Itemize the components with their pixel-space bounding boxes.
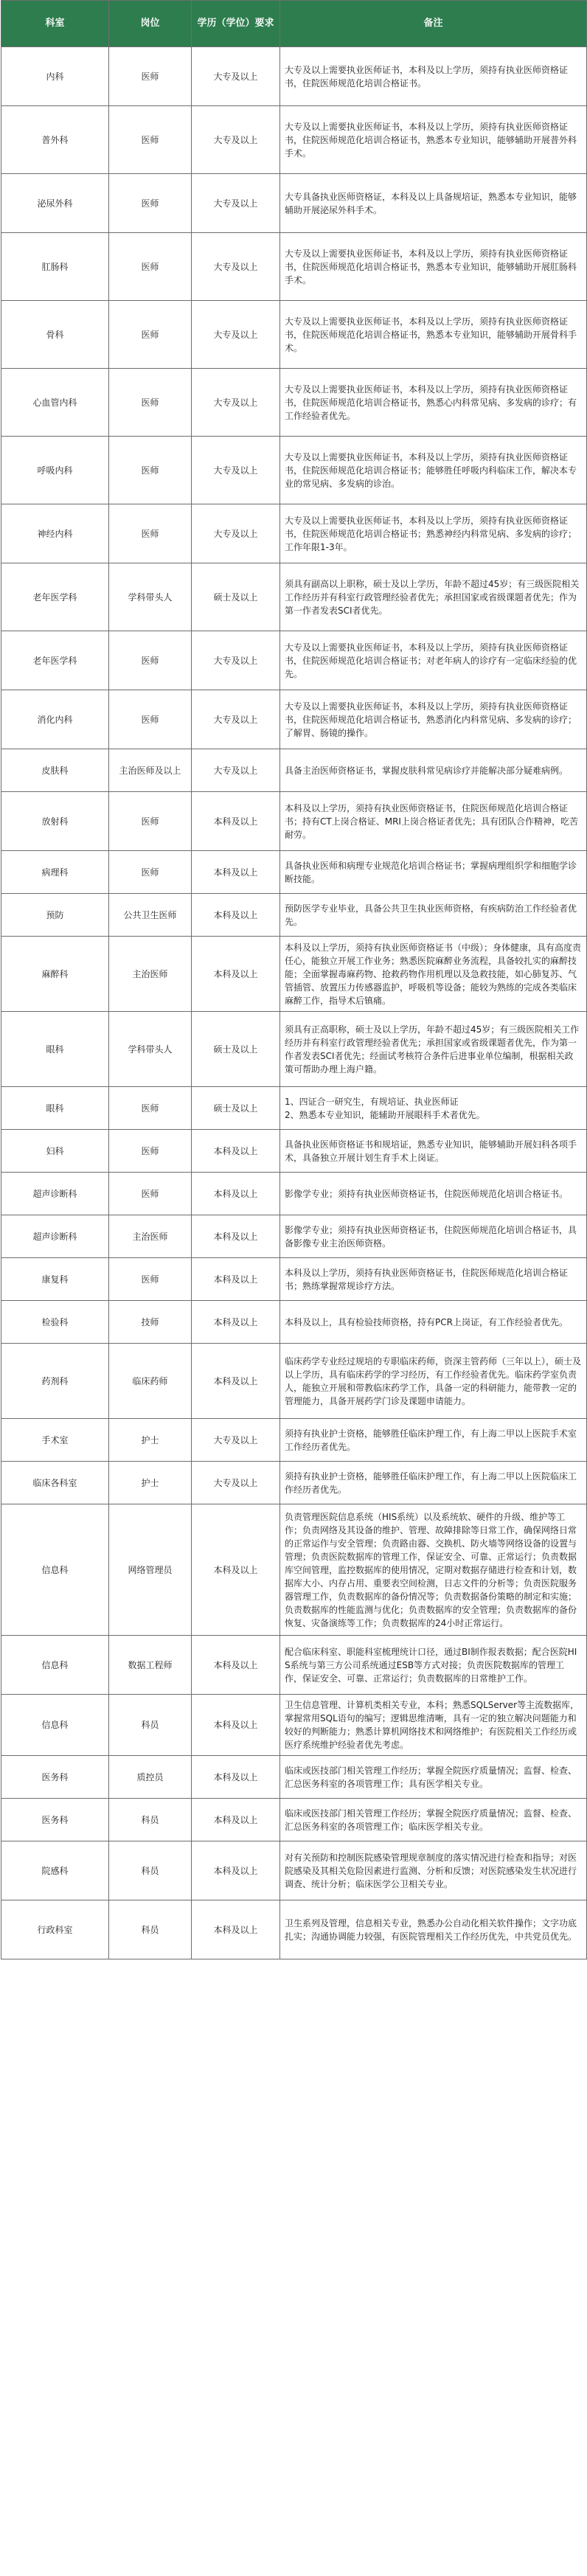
remark-cell: 须具有副高以上职称，硕士及以上学历，年龄不超过45岁；有三级医院相关工作经历并有科室行政管理经验者优先；承担国家或省级课题者优先；作为第一作者发表SCI者优先。 xyxy=(280,563,587,631)
education-cell: 本科及以上 xyxy=(192,1344,280,1419)
dept-cell: 老年医学科 xyxy=(1,563,109,631)
education-cell: 本科及以上 xyxy=(192,937,280,1012)
dept-cell: 骨科 xyxy=(1,301,109,369)
table-row xyxy=(1,690,587,749)
post-cell: 医师 xyxy=(109,47,192,106)
post-cell: 医师 xyxy=(109,690,192,749)
table-row xyxy=(1,1419,587,1462)
table-row xyxy=(1,1695,587,1756)
table-row xyxy=(1,369,587,437)
dept-cell: 信息科 xyxy=(1,1504,109,1636)
post-cell: 医师 xyxy=(109,1258,192,1301)
remark-cell: 须具有正高职称，硕士及以上学历，年龄不超过45岁；有三级医院相关工作经历并有科室行政管理经验者优先；承担国家或省级课题者优先，作为第一作者发表SCI者优先；经面试考核符合条件后进事业单位编制，根据相关政策可帮助办理上海户籍。 xyxy=(280,1012,587,1087)
header-row xyxy=(1,1,587,47)
remark-cell: 须持有执业护士资格，能够胜任临床护理工作，有上海二甲以上医院手术室工作经历者优先。 xyxy=(280,1419,587,1462)
dept-cell: 药剂科 xyxy=(1,1344,109,1419)
remark-cell: 大专及以上需要执业医师证书，本科及以上学历，须持有执业医师资格证书，住院医师规范化培训合格证书，熟悉心内科常见病、多发病的诊疗；有工作经验者优先。 xyxy=(280,369,587,437)
remark-cell: 具备主治医师资格证书，掌握皮肤科常见病诊疗并能解决部分疑难病例。 xyxy=(280,749,587,792)
education-cell: 本科及以上 xyxy=(192,1636,280,1695)
dept-cell: 呼吸内科 xyxy=(1,437,109,504)
table-row xyxy=(1,437,587,504)
dept-cell: 临床各科室 xyxy=(1,1462,109,1504)
table-row xyxy=(1,631,587,690)
table-row xyxy=(1,1173,587,1215)
dept-cell: 病理科 xyxy=(1,851,109,894)
education-cell: 本科及以上 xyxy=(192,851,280,894)
education-cell: 大专及以上 xyxy=(192,1419,280,1462)
table-row xyxy=(1,1012,587,1087)
dept-cell: 放射科 xyxy=(1,792,109,851)
table-row xyxy=(1,1756,587,1799)
table-row xyxy=(1,1301,587,1344)
remark-cell: 大专及以上需要执业医师证书，本科及以上学历，须持有执业医师资格证书，住院医师规范化培训合格证书，熟悉本专业知识，能够辅助开展肛肠科手术。 xyxy=(280,233,587,301)
remark-cell: 大专具备执业医师资格证，本科及以上具备规培证，熟悉本专业知识，能够辅助开展泌尿外科手术。 xyxy=(280,174,587,233)
dept-cell: 皮肤科 xyxy=(1,749,109,792)
post-cell: 医师 xyxy=(109,174,192,233)
education-cell: 本科及以上 xyxy=(192,1695,280,1756)
remark-cell: 大专及以上需要执业医师证书，本科及以上学历，须持有执业医师资格证书，住院医师规范化培训合格证书；熟悉神经内科常见病、多发病的诊疗；工作年限1-3年。 xyxy=(280,504,587,563)
table-row xyxy=(1,1799,587,1841)
recruitment-table xyxy=(1,0,587,1959)
education-cell: 本科及以上 xyxy=(192,1130,280,1173)
table-row xyxy=(1,233,587,301)
education-cell: 大专及以上 xyxy=(192,233,280,301)
post-cell: 医师 xyxy=(109,437,192,504)
remark-cell: 大专及以上需要执业医师证书，本科及以上学历，须持有执业医师资格证书，住院医师规范化培训合格证书；能够胜任呼吸内科临床工作，解决本专业的常见病、多发病的诊治。 xyxy=(280,437,587,504)
post-cell: 科员 xyxy=(109,1841,192,1900)
education-cell: 大专及以上 xyxy=(192,690,280,749)
education-cell: 本科及以上 xyxy=(192,792,280,851)
post-cell: 医师 xyxy=(109,504,192,563)
post-cell: 科员 xyxy=(109,1900,192,1959)
remark-cell: 负责管理医院信息系统（HIS系统）以及系统软、硬件的升级、维护等工作；负责网络及其设备的维护、管理、故障排除等日常工作，确保网络日常的正常运作与安全管理；负责路由器、交换机、防火墙等网络设备的设置与管理；负责医院数据库的管理工作，保证安全、可靠、正常运行；负责数据库空间管理，监控数据库的使用情况，定期对数据存储进行检查和计划，数据库大小、内存占用、重要表空间检测，日志文件的分析等；负责医院服务器管理工作，负责数据库的备份情况等；负责数据备份策略的制定和实施；负责数据库的性能监测与优化；负责数据库的安全管理；负责数据库的备份恢复、灾备演练等工作；负责数据库的24小时正常运行。 xyxy=(280,1504,587,1636)
post-cell: 医师 xyxy=(109,792,192,851)
post-cell: 科员 xyxy=(109,1695,192,1756)
table-body xyxy=(1,47,587,1959)
dept-cell: 超声诊断科 xyxy=(1,1215,109,1258)
post-cell: 医师 xyxy=(109,1130,192,1173)
post-cell: 主治医师 xyxy=(109,1215,192,1258)
post-cell: 技师 xyxy=(109,1301,192,1344)
remark-cell: 预防医学专业毕业，具备公共卫生执业医师资格，有疾病防治工作经验者优先。 xyxy=(280,894,587,937)
dept-cell: 普外科 xyxy=(1,106,109,174)
remark-cell: 大专及以上需要执业医师证书，本科及以上学历，须持有执业医师资格证书，住院医师规范化培训合格证书，熟悉本专业知识，能够辅助开展普外科手术。 xyxy=(280,106,587,174)
remark-cell: 临床或医技部门相关管理工作经历；掌握全院医疗质量情况；监督、检查、汇总医务科室的各项管理工作；临床医学相关专业。 xyxy=(280,1799,587,1841)
dept-cell: 手术室 xyxy=(1,1419,109,1462)
table-row xyxy=(1,937,587,1012)
dept-cell: 信息科 xyxy=(1,1695,109,1756)
post-cell: 网络管理员 xyxy=(109,1504,192,1636)
header-education: 学历（学位）要求 xyxy=(192,1,280,47)
table-row xyxy=(1,749,587,792)
header-post: 岗位 xyxy=(109,1,192,47)
education-cell: 本科及以上 xyxy=(192,1215,280,1258)
remark-cell: 大专及以上需要执业医师证书，本科及以上学历，须持有执业医师资格证书，住院医师规范化培训合格证书，熟悉消化内科常见病、多发病的诊疗；了解胃、肠镜的操作。 xyxy=(280,690,587,749)
remark-cell: 本科及以上，具有检验技师资格，持有PCR上岗证，有工作经验者优先。 xyxy=(280,1301,587,1344)
dept-cell: 医务科 xyxy=(1,1799,109,1841)
table-row xyxy=(1,1462,587,1504)
dept-cell: 医务科 xyxy=(1,1756,109,1799)
dept-cell: 眼科 xyxy=(1,1087,109,1130)
remark-cell: 大专及以上需要执业医师证书，本科及以上学历，须持有执业医师资格证书，住院医师规范化培训合格证书；对老年病人的诊疗有一定临床经验的优先。 xyxy=(280,631,587,690)
education-cell: 大专及以上 xyxy=(192,504,280,563)
education-cell: 大专及以上 xyxy=(192,1462,280,1504)
remark-cell: 大专及以上需要执业医师证书，本科及以上学历，须持有执业医师资格证书，住院医师规范化培训合格证书。 xyxy=(280,47,587,106)
remark-cell: 对有关预防和控制医院感染管理规章制度的落实情况进行检查和指导；对医院感染及其相关危险因素进行监测、分析和反馈；对医院感染发生状况进行调查、统计分析；临床医学公卫相关专业。 xyxy=(280,1841,587,1900)
post-cell: 主治医师及以上 xyxy=(109,749,192,792)
dept-cell: 消化内科 xyxy=(1,690,109,749)
header-dept: 科室 xyxy=(1,1,109,47)
table-row xyxy=(1,1344,587,1419)
post-cell: 数据工程师 xyxy=(109,1636,192,1695)
education-cell: 本科及以上 xyxy=(192,1841,280,1900)
remark-cell: 本科及以上学历，须持有执业医师资格证书（中级）；身体健康，具有高度责任心，能独立开展工作业务；熟悉医院麻醉业务流程，具备较扎实的麻醉技能；全面掌握毒麻药物、抢救药物作用机理以及急救技能，如心肺复苏、气管插管、放置压力传感器监护，呼吸机等设备；能较为熟练的完成各类临床麻醉工作，指导术后镇痛。 xyxy=(280,937,587,1012)
education-cell: 本科及以上 xyxy=(192,1900,280,1959)
dept-cell: 眼科 xyxy=(1,1012,109,1087)
dept-cell: 行政科室 xyxy=(1,1900,109,1959)
dept-cell: 院感科 xyxy=(1,1841,109,1900)
education-cell: 大专及以上 xyxy=(192,369,280,437)
post-cell: 公共卫生医师 xyxy=(109,894,192,937)
post-cell: 医师 xyxy=(109,106,192,174)
education-cell: 大专及以上 xyxy=(192,47,280,106)
table-row xyxy=(1,106,587,174)
table-row xyxy=(1,1841,587,1900)
post-cell: 学科带头人 xyxy=(109,1012,192,1087)
education-cell: 本科及以上 xyxy=(192,1504,280,1636)
table-row xyxy=(1,504,587,563)
education-cell: 本科及以上 xyxy=(192,894,280,937)
table-row xyxy=(1,1504,587,1636)
education-cell: 硕士及以上 xyxy=(192,563,280,631)
education-cell: 大专及以上 xyxy=(192,749,280,792)
post-cell: 科员 xyxy=(109,1799,192,1841)
table-row xyxy=(1,1636,587,1695)
table-row xyxy=(1,563,587,631)
post-cell: 医师 xyxy=(109,1173,192,1215)
post-cell: 质控员 xyxy=(109,1756,192,1799)
remark-cell: 临床或医技部门相关管理工作经历；掌握全院医疗质量情况；监督、检查、汇总医务科室的各项管理工作；具有医学相关专业。 xyxy=(280,1756,587,1799)
education-cell: 大专及以上 xyxy=(192,631,280,690)
post-cell: 医师 xyxy=(109,631,192,690)
table-row xyxy=(1,1900,587,1959)
education-cell: 本科及以上 xyxy=(192,1799,280,1841)
remark-cell: 影像学专业；须持有执业医师资格证书，住院医师规范化培训合格证书，具备影像专业主治医师资格。 xyxy=(280,1215,587,1258)
post-cell: 临床药师 xyxy=(109,1344,192,1419)
dept-cell: 信息科 xyxy=(1,1636,109,1695)
post-cell: 学科带头人 xyxy=(109,563,192,631)
post-cell: 护士 xyxy=(109,1462,192,1504)
header-remark: 备注 xyxy=(280,1,587,47)
table-row xyxy=(1,301,587,369)
dept-cell: 妇科 xyxy=(1,1130,109,1173)
remark-cell: 卫生系列及管理，信息相关专业，熟悉办公自动化相关软件操作；文字功底扎实；沟通协调能力较强，有医院管理相关工作经历优先，中共党员优先。 xyxy=(280,1900,587,1959)
dept-cell: 康复科 xyxy=(1,1258,109,1301)
education-cell: 硕士及以上 xyxy=(192,1087,280,1130)
table-row xyxy=(1,47,587,106)
remark-cell: 配合临床科室、职能科室梳理统计口径，通过BI制作报表数据；配合医院HIS系统与第三方公司系统通过ESB等方式对接；负责医院数据库的管理工作，保证安全、可靠、正常运行；负责数据库的日常维护工作。 xyxy=(280,1636,587,1695)
dept-cell: 肛肠科 xyxy=(1,233,109,301)
table-row xyxy=(1,1130,587,1173)
education-cell: 硕士及以上 xyxy=(192,1012,280,1087)
education-cell: 大专及以上 xyxy=(192,106,280,174)
post-cell: 医师 xyxy=(109,233,192,301)
post-cell: 医师 xyxy=(109,851,192,894)
remark-cell: 本科及以上学历，须持有执业医师资格证书，住院医师规范化培训合格证书；持有CT上岗合格证、MRI上岗合格证者优先；具有团队合作精神，吃苦耐劳。 xyxy=(280,792,587,851)
dept-cell: 预防 xyxy=(1,894,109,937)
dept-cell: 心血管内科 xyxy=(1,369,109,437)
dept-cell: 超声诊断科 xyxy=(1,1173,109,1215)
post-cell: 医师 xyxy=(109,1087,192,1130)
dept-cell: 神经内科 xyxy=(1,504,109,563)
remark-cell: 具备执业医师和病理专业规范化培训合格证书；掌握病理组织学和细胞学诊断技能。 xyxy=(280,851,587,894)
remark-cell: 本科及以上学历，须持有执业医师资格证书，住院医师规范化培训合格证书；熟练掌握常规诊疗方法。 xyxy=(280,1258,587,1301)
table-row xyxy=(1,894,587,937)
dept-cell: 泌尿外科 xyxy=(1,174,109,233)
remark-cell: 1、四证合一研究生，有规培证、执业医师证 2、熟悉本专业知识，能辅助开展眼科手术者优先。 xyxy=(280,1087,587,1130)
education-cell: 大专及以上 xyxy=(192,437,280,504)
post-cell: 医师 xyxy=(109,301,192,369)
post-cell: 医师 xyxy=(109,369,192,437)
education-cell: 大专及以上 xyxy=(192,174,280,233)
education-cell: 本科及以上 xyxy=(192,1301,280,1344)
table-row xyxy=(1,1258,587,1301)
remark-cell: 具备执业医师资格证书和规培证，熟悉专业知识，能够辅助开展妇科各项手术，具备独立开展计划生育手术上岗证。 xyxy=(280,1130,587,1173)
post-cell: 护士 xyxy=(109,1419,192,1462)
remark-cell: 大专及以上需要执业医师证书，本科及以上学历，须持有执业医师资格证书，住院医师规范化培训合格证书，熟悉本专业知识，能够辅助开展骨科手术。 xyxy=(280,301,587,369)
education-cell: 本科及以上 xyxy=(192,1756,280,1799)
table-row xyxy=(1,174,587,233)
remark-cell: 临床药学专业经过规培的专职临床药师，资深主管药师（三年以上），硕士及以上学历，具有临床药学的学习经历，有工作经验者优先。临床药学室负责人，能独立开展和带教临床药学工作，具备一定的科研能力，能带教一定的管理能力，具备开展药学门诊及课题申请能力。 xyxy=(280,1344,587,1419)
remark-cell: 卫生信息管理、计算机类相关专业，本科；熟悉SQLServer等主流数据库，掌握常用SQL语句的编写；逻辑思维清晰，具有一定的独立解决问题能力和较好的判断能力；熟悉计算机网络技术和网络维护；有医院相关工作经历或医疗系统维护经验者优先考虑。 xyxy=(280,1695,587,1756)
education-cell: 大专及以上 xyxy=(192,301,280,369)
dept-cell: 麻醉科 xyxy=(1,937,109,1012)
table-row xyxy=(1,792,587,851)
education-cell: 本科及以上 xyxy=(192,1173,280,1215)
remark-cell: 须持有执业护士资格，能够胜任临床护理工作，有上海二甲以上医院临床工作经历者优先。 xyxy=(280,1462,587,1504)
dept-cell: 检验科 xyxy=(1,1301,109,1344)
dept-cell: 老年医学科 xyxy=(1,631,109,690)
table-row xyxy=(1,1087,587,1130)
table-row xyxy=(1,1215,587,1258)
education-cell: 本科及以上 xyxy=(192,1258,280,1301)
post-cell: 主治医师 xyxy=(109,937,192,1012)
dept-cell: 内科 xyxy=(1,47,109,106)
remark-cell: 影像学专业；须持有执业医师资格证书，住院医师规范化培训合格证书。 xyxy=(280,1173,587,1215)
table-row xyxy=(1,851,587,894)
